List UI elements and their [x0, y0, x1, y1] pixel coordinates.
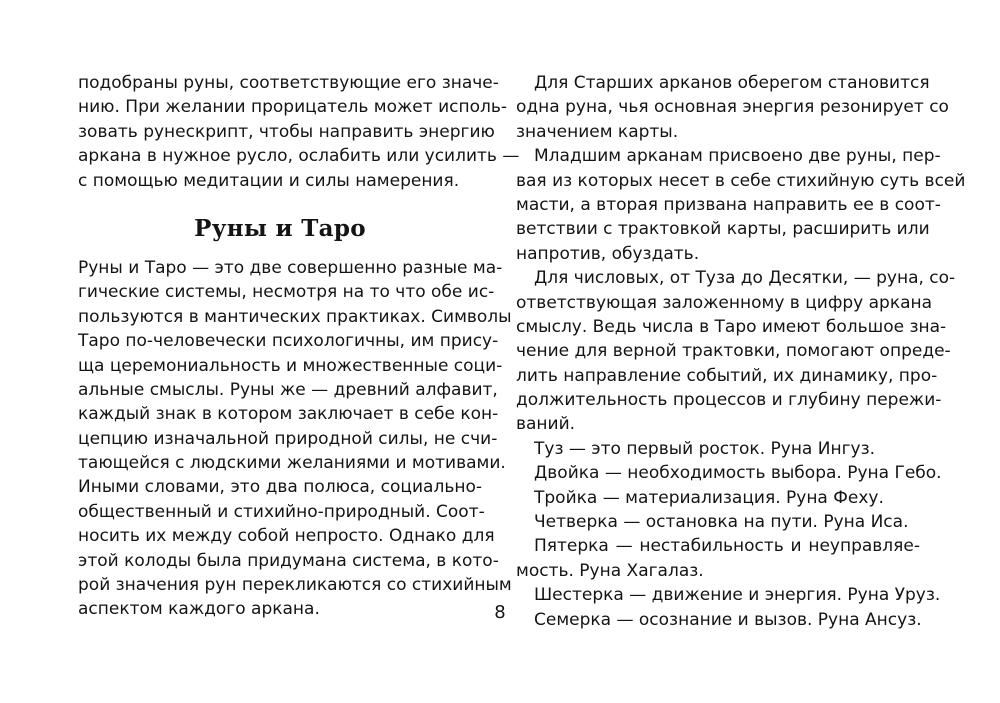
text-line: носить их между собой непросто. Однако для — [78, 526, 495, 547]
text-line: Таро по-человечески психологичны, им прису- — [78, 331, 499, 352]
text-line: ща церемониальность и множественные соци- — [78, 355, 503, 376]
text-line: Для Старших арканов оберегом становится — [534, 73, 930, 93]
text-line: чение для верной трактовки, помогают опреде- — [516, 341, 951, 362]
text-line: одна руна, чья основная энергия резонирует со — [516, 97, 949, 118]
text-line: этой колоды была придумана система, в кото- — [78, 550, 499, 571]
left-column — [78, 71, 520, 622]
text-line: ответствующая заложенному в цифру аркана — [516, 292, 933, 313]
text-line: Младшим арканам присвоено две руны, пер- — [534, 146, 941, 167]
text-line: значением карты. — [516, 121, 679, 142]
list-item: Тройка — материализация. Руна Феху. — [534, 487, 884, 508]
text-line: Для числовых, от Туза до Десятки, — руна, со- — [534, 268, 956, 289]
text-line: альные смыслы. Руны же — древний алфавит, — [78, 379, 498, 400]
text-line: рой значения рун перекликаются со стихийным — [78, 575, 512, 596]
list-item: Четверка — остановка на пути. Руна Иса. — [534, 512, 909, 533]
text-line: аркана в нужное русло, ослабить или усилить — — [78, 146, 520, 167]
text-line: гические системы, несмотря на то что обе ис- — [78, 282, 495, 303]
text-line: зовать рунескрипт, чтобы направить энергию — [78, 121, 495, 142]
right-column — [516, 71, 966, 632]
text-line: напротив, обуздать. — [516, 243, 700, 264]
page-number: 8 — [494, 602, 506, 623]
text-line: аспектом каждого аркана. — [78, 599, 320, 620]
text-line: общественный и стихийно-природный. Соот- — [78, 501, 485, 522]
text-line: лить направление событий, их динамику, про- — [516, 365, 938, 386]
text-line: Руны и Таро — это две совершенно разные ма- — [78, 257, 503, 278]
list-item: Пятерка — нестабильность и неуправляе- — [534, 536, 920, 557]
text-line: вая из которых несет в себе стихийную суть всей — [516, 170, 966, 191]
text-line: пользуются в мантических практиках. Символы — [78, 306, 512, 327]
text-line: нию. При желании прорицатель может исполь- — [78, 97, 508, 118]
text-line: ветствии с трактовкой карты, расширить или — [516, 219, 930, 240]
text-line: с помощью медитации и силы намерения. — [78, 170, 460, 191]
text-line: мость. Руна Хагалаз. — [516, 560, 704, 581]
text-line: должительность процессов и глубину пережи- — [516, 390, 942, 411]
text-line: каждый знак в котором заключает в себе кон- — [78, 404, 499, 425]
text-line: тающейся с людскими желаниями и мотивами. — [78, 453, 506, 474]
text-line: подобраны руны, соответствующие его значе- — [78, 73, 499, 93]
list-item: Туз — это первый росток. Руна Ингуз. — [534, 438, 876, 459]
list-item: Шестерка — движение и энергия. Руна Уруз. — [534, 585, 941, 606]
section-heading: Руны и Таро — [194, 214, 366, 242]
text-line: смыслу. Ведь числа в Таро имеют большое зна- — [516, 316, 947, 337]
list-item: Двойка — необходимость выбора. Руна Гебо. — [534, 463, 942, 484]
list-item: Семерка — осознание и вызов. Руна Ансуз. — [534, 609, 922, 630]
text-line: цепцию изначальной природной силы, не счи- — [78, 428, 498, 449]
text-line: Иными словами, это два полюса, социально- — [78, 477, 482, 498]
text-line: масти, а вторая призвана направить ее в соот- — [516, 194, 941, 215]
text-line: ваний. — [516, 414, 576, 435]
